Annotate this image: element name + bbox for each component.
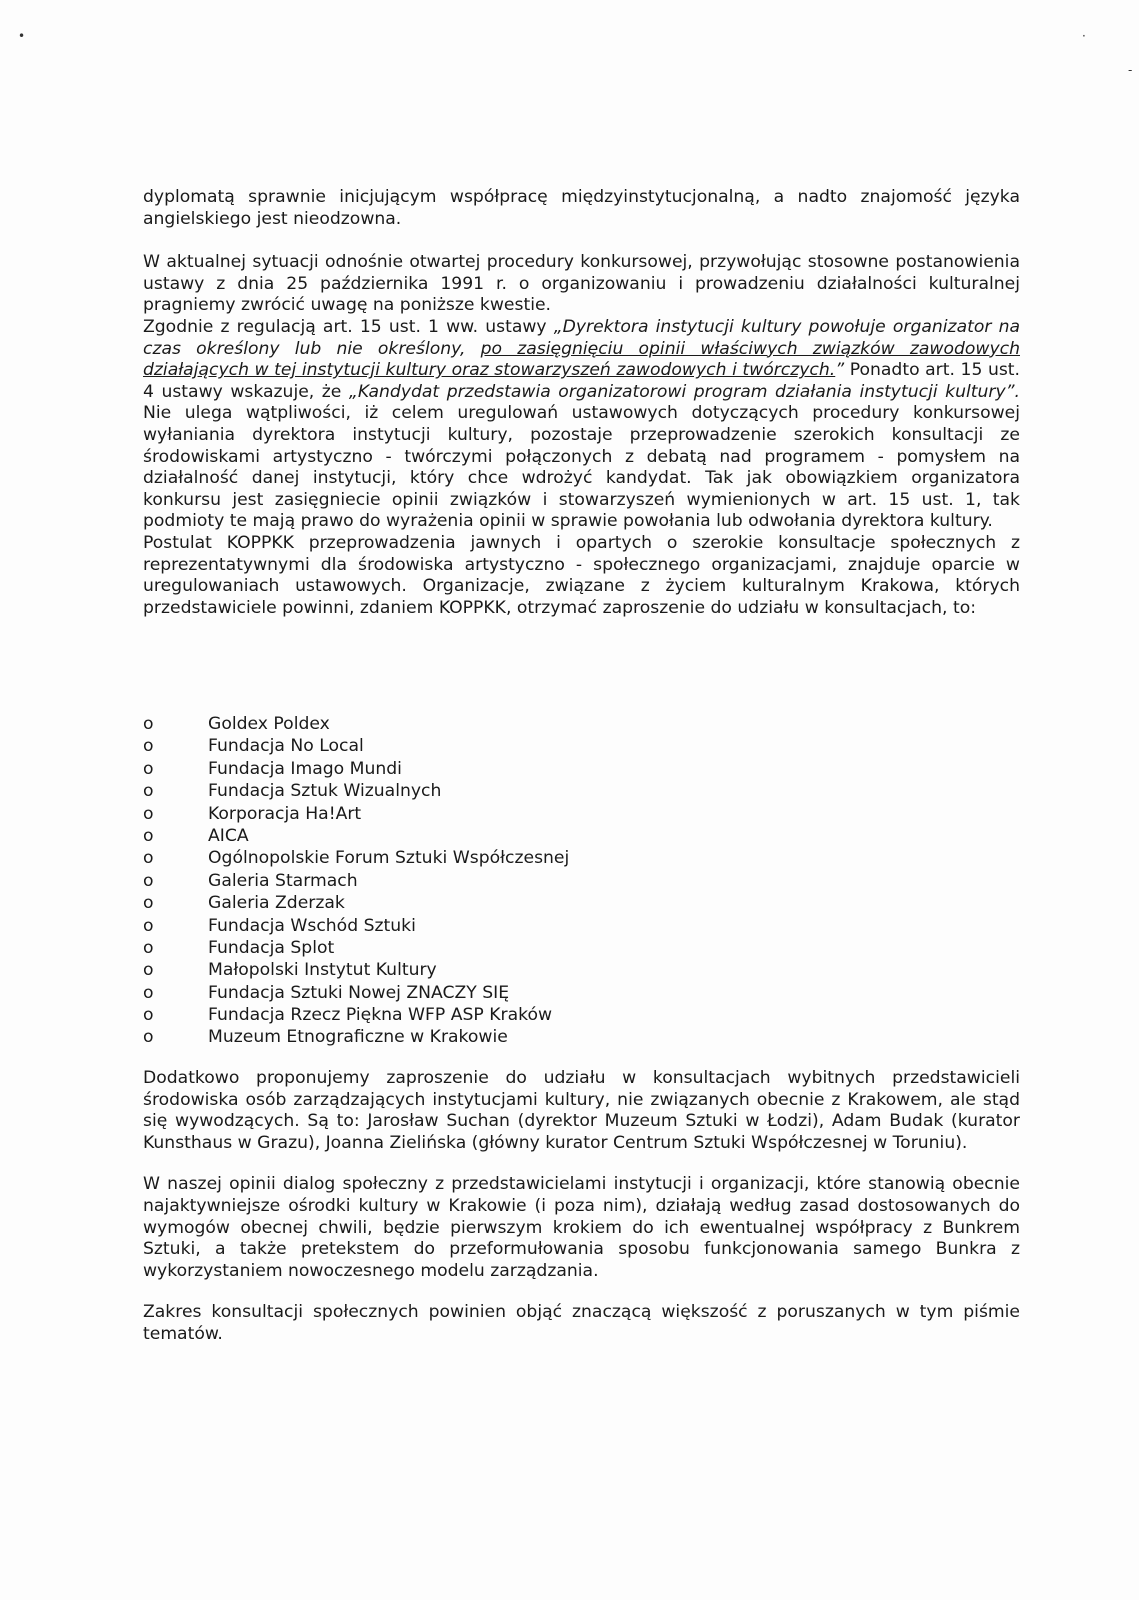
legal-text-g: Nie ulega wątpliwości, iż celem uregulowań ustawowych dotyczących procedury konkursowej wyłaniania dyrektora instytucji kultury, pozostaje przeprowadzenie szerokich konsultacji ze środowiskami artystyczno - twórczymi połączonych z debatą nad programem - pomysłem na działalność danej instytucji, który chce wdrożyć kandydat. Tak jak obowiązkiem organizatora konkursu jest zasięgniecie opinii związków i stowarzyszeń wymienionych w art. 15 ust. 1, tak podmioty te mają prawo do wyrażenia opinii w sprawie powołania lub odwołania dyrektora kultury. (143, 403, 1020, 532)
legal-text-e: Ponadto art. 15 ust. 4 ustawy wskazuje, że (143, 360, 1020, 402)
legal-quote-underlined: po zasięgnięciu opinii właściwych związków zawodowych działających w tej instytucji kultury oraz stowarzyszeń zawodowych i twórczych. (143, 338, 1020, 381)
list-item (143, 847, 1020, 869)
scan-speck: - (1128, 63, 1133, 77)
list-item (143, 870, 1020, 892)
scan-speck: • (18, 29, 26, 43)
closing-paragraph-3: Zakres konsultacji społecznych powinien objąć znaczącą większość z poruszanych w tym piśmie tematów. (143, 1302, 1020, 1344)
list-item-text: Fundacja Sztuki Nowej ZNACZY SIĘ (208, 982, 510, 1003)
list-bullet: o (143, 736, 154, 757)
list-item-text: Fundacja Wschód Sztuki (208, 915, 416, 936)
list-item (143, 735, 1020, 757)
list-bullet: o (143, 758, 154, 779)
list-item-text: Galeria Starmach (208, 870, 358, 891)
list-bullet: o (143, 825, 154, 846)
closing-section (143, 1068, 1020, 1346)
legal-paragraph (143, 317, 1020, 533)
list-item-text: Fundacja Rzecz Piękna WFP ASP Kraków (208, 1005, 553, 1026)
list-item (143, 1026, 1020, 1048)
list-item-text: Goldex Poldex (208, 714, 330, 734)
list-item-text: Fundacja Splot (208, 937, 335, 958)
list-item-text: Małopolski Instytut Kultury (208, 960, 437, 981)
list-item (143, 959, 1020, 981)
scan-speck: · (1082, 29, 1086, 43)
intro-paragraph-1: dyplomatą sprawnie inicjującym współpracę międzyinstytucjonalną, a nadto znajomość języka angielskiego jest nieodzowna. (143, 187, 1020, 229)
list-item (143, 825, 1020, 847)
list-item-text: AICA (208, 825, 249, 846)
closing-paragraph-2: W naszej opinii dialog społeczny z przedstawicielami instytucji i organizacji, które stanowią obecnie najaktywniejsze ośrodki kultury w Krakowie (i poza nim), działają według zasad dostosowanych do wymogów obecnej chwili, będzie pierwszym krokiem do ich ewentualnej współpracy z Bunkrem Sztuki, a także pretekstem do przeformułowania sposobu funkcjonowania samego Bunkra z wykorzystaniem nowoczesnego modelu zarządzania. (143, 1174, 1020, 1281)
list-item-text: Fundacja No Local (208, 736, 364, 757)
organizations-list (143, 713, 1020, 1049)
list-item-text: Muzeum Etnograficzne w Krakowie (208, 1027, 508, 1048)
legal-text-a: Zgodnie z regulacją art. 15 ust. 1 ww. ustawy (143, 317, 554, 337)
list-bullet: o (143, 803, 154, 824)
list-item (143, 937, 1020, 959)
legal-quote-2: „Kandydat przedstawia organizatorowi program działania instytucji kultury”. (348, 381, 1021, 402)
list-item (143, 780, 1020, 802)
list-bullet: o (143, 848, 154, 869)
list-bullet: o (143, 1027, 154, 1048)
list-bullet: o (143, 714, 154, 734)
list-item (143, 892, 1020, 914)
list-item-text: Korporacja Ha!Art (208, 803, 362, 824)
list-item (143, 915, 1020, 937)
list-bullet: o (143, 1005, 154, 1026)
list-item (143, 1004, 1020, 1026)
intro-paragraph-2: W aktualnej sytuacji odnośnie otwartej procedury konkursowej, przywołując stosowne postanowienia ustawy z dnia 25 października 1991 r. o organizowaniu i prowadzeniu działalności kulturalnej pragniemy zwrócić uwagę na poniższe kwestie. (143, 252, 1020, 316)
list-item (143, 803, 1020, 825)
legal-section (143, 317, 1020, 619)
closing-paragraph-1: Dodatkowo proponujemy zaproszenie do udziału w konsultacjach wybitnych przedstawicieli środowiska osób zarządzających instytucjami kultury, nie związanych obecnie z Krakowem, ale stąd się wywodzących. Są to: Jarosław Suchan (dyrektor Muzeum Sztuki w Łodzi), Adam Budak (kurator Kunsthaus w Grazu), Joanna Zielińska (główny kurator Centrum Sztuki Współczesnej w Toruniu). (143, 1068, 1020, 1153)
list-bullet: o (143, 870, 154, 891)
list-item (143, 982, 1020, 1004)
list-bullet: o (143, 781, 154, 802)
list-item (143, 713, 1020, 735)
postulate-paragraph: Postulat KOPPKK przeprowadzenia jawnych i opartych o szerokie konsultacje społecznych z reprezentatywnymi dla środowiska artystyczno - społecznego organizacjami, znajduje oparcie w uregulowaniach ustawowych. Organizacje, związane z życiem kulturalnym Krakowa, których przedstawiciele powinni, zdaniem KOPPKK, otrzymać zaproszenie do udziału w konsultacjach, to: (143, 532, 1020, 618)
list-item-text: Galeria Zderzak (208, 893, 345, 914)
list-bullet: o (143, 960, 154, 981)
intro-section (143, 187, 1020, 317)
list-bullet: o (143, 915, 154, 936)
legal-quote-1: „Dyrektora instytucji kultury powołuje organizator na czas określony lub nie określony, po zasięgnięciu opinii właściwych związków zawodowych działających w tej instytucji kultury oraz stowarzyszeń zawodowych i twórczych.” (143, 317, 1020, 381)
list-bullet: o (143, 937, 154, 958)
list-item-text: Fundacja Imago Mundi (208, 758, 402, 779)
list-bullet: o (143, 893, 154, 914)
list-item (143, 758, 1020, 780)
list-item-text: Fundacja Sztuk Wizualnych (208, 781, 442, 802)
list-item-text: Ogólnopolskie Forum Sztuki Współczesnej (208, 848, 570, 869)
list-bullet: o (143, 982, 154, 1003)
